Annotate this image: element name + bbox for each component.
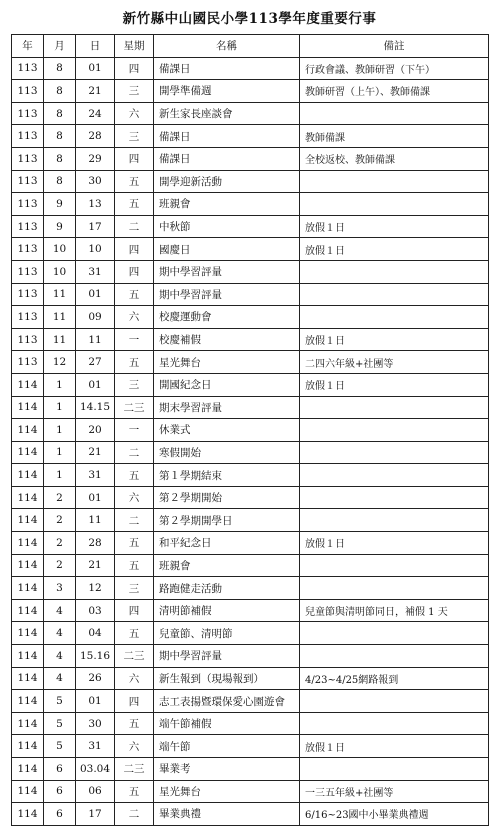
- cell-note: [300, 260, 489, 283]
- cell-year: 113: [12, 80, 44, 103]
- cell-weekday: 五: [115, 351, 154, 374]
- table-row: [12, 328, 489, 351]
- table-row: [12, 125, 489, 148]
- cell-note: 一三五年級+社團等: [300, 780, 489, 803]
- cell-note: 放假１日: [300, 328, 489, 351]
- cell-month: 5: [44, 712, 76, 735]
- cell-day: 01: [76, 690, 115, 713]
- cell-year: 113: [12, 102, 44, 125]
- cell-weekday: 二: [115, 441, 154, 464]
- cell-note: [300, 419, 489, 442]
- cell-year: 114: [12, 712, 44, 735]
- cell-note: [300, 577, 489, 600]
- table-row: [12, 147, 489, 170]
- table-row: [12, 780, 489, 803]
- cell-weekday: 五: [115, 554, 154, 577]
- cell-day: 06: [76, 780, 115, 803]
- cell-day: 20: [76, 419, 115, 442]
- table-row: [12, 351, 489, 374]
- cell-weekday: 四: [115, 147, 154, 170]
- cell-month: 4: [44, 622, 76, 645]
- cell-note: [300, 690, 489, 713]
- table-row: [12, 193, 489, 216]
- cell-day: 14.15: [76, 396, 115, 419]
- cell-day: 04: [76, 622, 115, 645]
- cell-weekday: 二: [115, 803, 154, 826]
- cell-weekday: 六: [115, 306, 154, 329]
- cell-month: 4: [44, 645, 76, 668]
- cell-name: 第２學期開始: [154, 486, 300, 509]
- cell-year: 114: [12, 622, 44, 645]
- cell-weekday: 六: [115, 486, 154, 509]
- cell-year: 113: [12, 147, 44, 170]
- cell-weekday: 三: [115, 373, 154, 396]
- cell-day: 01: [76, 283, 115, 306]
- cell-month: 11: [44, 283, 76, 306]
- cell-name: 第２學期開學日: [154, 509, 300, 532]
- cell-month: 8: [44, 102, 76, 125]
- cell-year: 113: [12, 306, 44, 329]
- table-row: [12, 509, 489, 532]
- cell-year: 114: [12, 599, 44, 622]
- cell-name: 國慶日: [154, 238, 300, 261]
- events-table: [11, 34, 489, 826]
- cell-name: 期中學習評量: [154, 260, 300, 283]
- cell-day: 01: [76, 373, 115, 396]
- cell-name: 和平紀念日: [154, 532, 300, 555]
- cell-note: [300, 554, 489, 577]
- cell-month: 8: [44, 147, 76, 170]
- table-row: [12, 599, 489, 622]
- table-row: [12, 577, 489, 600]
- cell-month: 5: [44, 735, 76, 758]
- table-row: [12, 57, 489, 80]
- header-day: 日: [76, 35, 115, 58]
- cell-weekday: 五: [115, 622, 154, 645]
- cell-weekday: 六: [115, 102, 154, 125]
- header-year: 年: [12, 35, 44, 58]
- cell-name: 備課日: [154, 147, 300, 170]
- cell-month: 6: [44, 780, 76, 803]
- cell-day: 28: [76, 125, 115, 148]
- cell-note: 放假１日: [300, 735, 489, 758]
- cell-note: [300, 306, 489, 329]
- cell-name: 班親會: [154, 554, 300, 577]
- cell-year: 114: [12, 396, 44, 419]
- cell-year: 114: [12, 758, 44, 781]
- cell-note: [300, 509, 489, 532]
- table-row: [12, 306, 489, 329]
- cell-day: 31: [76, 735, 115, 758]
- cell-year: 114: [12, 486, 44, 509]
- calendar-sheet: [11, 4, 488, 826]
- cell-day: 21: [76, 80, 115, 103]
- cell-month: 8: [44, 80, 76, 103]
- cell-year: 114: [12, 441, 44, 464]
- table-row: [12, 690, 489, 713]
- cell-year: 113: [12, 170, 44, 193]
- header-name: 名稱: [154, 35, 300, 58]
- cell-year: 113: [12, 193, 44, 216]
- header-weekday: 星期: [115, 35, 154, 58]
- cell-month: 12: [44, 351, 76, 374]
- cell-month: 9: [44, 193, 76, 216]
- header-row: [12, 35, 489, 58]
- table-row: [12, 532, 489, 555]
- cell-day: 30: [76, 712, 115, 735]
- cell-name: 寒假開始: [154, 441, 300, 464]
- cell-name: 畢業考: [154, 758, 300, 781]
- cell-month: 4: [44, 667, 76, 690]
- cell-month: 3: [44, 577, 76, 600]
- cell-note: [300, 441, 489, 464]
- table-row: [12, 396, 489, 419]
- cell-month: 8: [44, 125, 76, 148]
- cell-weekday: 五: [115, 464, 154, 487]
- cell-name: 開學迎新活動: [154, 170, 300, 193]
- cell-day: 17: [76, 215, 115, 238]
- cell-name: 星光舞台: [154, 780, 300, 803]
- cell-year: 113: [12, 215, 44, 238]
- cell-note: [300, 758, 489, 781]
- cell-year: 114: [12, 554, 44, 577]
- cell-weekday: 六: [115, 667, 154, 690]
- cell-day: 01: [76, 57, 115, 80]
- cell-year: 114: [12, 780, 44, 803]
- cell-name: 星光舞台: [154, 351, 300, 374]
- cell-day: 21: [76, 554, 115, 577]
- cell-month: 8: [44, 170, 76, 193]
- cell-day: 30: [76, 170, 115, 193]
- table-row: [12, 554, 489, 577]
- cell-note: 放假１日: [300, 532, 489, 555]
- cell-weekday: 一: [115, 328, 154, 351]
- cell-name: 期中學習評量: [154, 283, 300, 306]
- cell-note: 放假１日: [300, 373, 489, 396]
- table-row: [12, 645, 489, 668]
- cell-year: 114: [12, 735, 44, 758]
- cell-day: 10: [76, 238, 115, 261]
- cell-name: 畢業典禮: [154, 803, 300, 826]
- cell-note: [300, 622, 489, 645]
- cell-weekday: 五: [115, 712, 154, 735]
- cell-name: 開國紀念日: [154, 373, 300, 396]
- cell-month: 8: [44, 57, 76, 80]
- cell-note: [300, 486, 489, 509]
- table-row: [12, 758, 489, 781]
- cell-month: 1: [44, 419, 76, 442]
- table-row: [12, 373, 489, 396]
- cell-day: 15.16: [76, 645, 115, 668]
- cell-weekday: 四: [115, 599, 154, 622]
- table-row: [12, 803, 489, 826]
- cell-name: 兒童節、清明節: [154, 622, 300, 645]
- cell-weekday: 五: [115, 532, 154, 555]
- table-row: [12, 170, 489, 193]
- cell-note: 放假１日: [300, 238, 489, 261]
- cell-month: 2: [44, 532, 76, 555]
- cell-month: 11: [44, 328, 76, 351]
- table-row: [12, 622, 489, 645]
- cell-month: 6: [44, 803, 76, 826]
- cell-name: 新生家長座談會: [154, 102, 300, 125]
- cell-weekday: 四: [115, 238, 154, 261]
- cell-weekday: 一: [115, 419, 154, 442]
- cell-weekday: 二三: [115, 396, 154, 419]
- cell-year: 114: [12, 645, 44, 668]
- cell-year: 113: [12, 260, 44, 283]
- cell-weekday: 二: [115, 215, 154, 238]
- cell-weekday: 二三: [115, 758, 154, 781]
- cell-month: 1: [44, 464, 76, 487]
- cell-weekday: 四: [115, 260, 154, 283]
- cell-year: 113: [12, 57, 44, 80]
- cell-weekday: 三: [115, 577, 154, 600]
- cell-year: 114: [12, 532, 44, 555]
- cell-name: 備課日: [154, 125, 300, 148]
- cell-name: 期中學習評量: [154, 645, 300, 668]
- cell-day: 09: [76, 306, 115, 329]
- cell-note: [300, 396, 489, 419]
- cell-note: 教師備課: [300, 125, 489, 148]
- cell-name: 校慶補假: [154, 328, 300, 351]
- cell-day: 28: [76, 532, 115, 555]
- cell-year: 113: [12, 283, 44, 306]
- cell-note: [300, 712, 489, 735]
- cell-month: 9: [44, 215, 76, 238]
- cell-year: 114: [12, 803, 44, 826]
- cell-day: 21: [76, 441, 115, 464]
- table-row: [12, 102, 489, 125]
- cell-note: 兒童節與清明節同日，補假 1 天: [300, 599, 489, 622]
- cell-day: 29: [76, 147, 115, 170]
- table-row: [12, 486, 489, 509]
- cell-note: [300, 645, 489, 668]
- cell-name: 備課日: [154, 57, 300, 80]
- table-row: [12, 80, 489, 103]
- cell-year: 114: [12, 509, 44, 532]
- cell-month: 2: [44, 509, 76, 532]
- cell-day: 11: [76, 328, 115, 351]
- table-row: [12, 441, 489, 464]
- table-row: [12, 464, 489, 487]
- cell-year: 114: [12, 667, 44, 690]
- cell-day: 31: [76, 260, 115, 283]
- cell-day: 11: [76, 509, 115, 532]
- cell-day: 03: [76, 599, 115, 622]
- cell-note: 全校返校、教師備課: [300, 147, 489, 170]
- cell-note: [300, 464, 489, 487]
- cell-name: 中秋節: [154, 215, 300, 238]
- cell-month: 10: [44, 260, 76, 283]
- table-row: [12, 735, 489, 758]
- cell-name: 志工表揚暨環保愛心園遊會: [154, 690, 300, 713]
- cell-month: 11: [44, 306, 76, 329]
- cell-weekday: 三: [115, 125, 154, 148]
- cell-name: 端午節補假: [154, 712, 300, 735]
- cell-month: 5: [44, 690, 76, 713]
- cell-note: 放假１日: [300, 215, 489, 238]
- cell-note: 行政會議、教師研習（下午）: [300, 57, 489, 80]
- cell-weekday: 四: [115, 57, 154, 80]
- cell-name: 開學準備週: [154, 80, 300, 103]
- events-body: [12, 57, 489, 825]
- cell-day: 12: [76, 577, 115, 600]
- cell-name: 路跑健走活動: [154, 577, 300, 600]
- cell-note: 教師研習（上午）、教師備課: [300, 80, 489, 103]
- cell-day: 17: [76, 803, 115, 826]
- cell-name: 第１學期結束: [154, 464, 300, 487]
- cell-day: 13: [76, 193, 115, 216]
- document-title: 新竹縣中山國民小學113學年度重要行事: [122, 11, 377, 27]
- cell-note: 二四六年級+社團等: [300, 351, 489, 374]
- cell-name: 端午節: [154, 735, 300, 758]
- cell-weekday: 二: [115, 509, 154, 532]
- cell-month: 6: [44, 758, 76, 781]
- cell-month: 2: [44, 486, 76, 509]
- cell-name: 期末學習評量: [154, 396, 300, 419]
- cell-month: 1: [44, 373, 76, 396]
- cell-month: 2: [44, 554, 76, 577]
- cell-day: 31: [76, 464, 115, 487]
- cell-weekday: 五: [115, 193, 154, 216]
- header-month: 月: [44, 35, 76, 58]
- cell-weekday: 三: [115, 80, 154, 103]
- table-row: [12, 260, 489, 283]
- table-row: [12, 215, 489, 238]
- cell-year: 114: [12, 690, 44, 713]
- cell-note: 4/23~4/25網路報到: [300, 667, 489, 690]
- cell-note: [300, 283, 489, 306]
- cell-year: 114: [12, 577, 44, 600]
- cell-weekday: 二三: [115, 645, 154, 668]
- cell-day: 01: [76, 486, 115, 509]
- cell-day: 03.04: [76, 758, 115, 781]
- cell-year: 113: [12, 351, 44, 374]
- cell-note: [300, 193, 489, 216]
- header-note: 備註: [300, 35, 489, 58]
- table-row: [12, 419, 489, 442]
- cell-day: 27: [76, 351, 115, 374]
- cell-weekday: 五: [115, 170, 154, 193]
- cell-name: 班親會: [154, 193, 300, 216]
- cell-year: 113: [12, 125, 44, 148]
- cell-month: 4: [44, 599, 76, 622]
- cell-note: 6/16~23國中小畢業典禮週: [300, 803, 489, 826]
- cell-weekday: 五: [115, 283, 154, 306]
- cell-year: 113: [12, 238, 44, 261]
- cell-weekday: 五: [115, 780, 154, 803]
- cell-month: 1: [44, 441, 76, 464]
- cell-note: [300, 170, 489, 193]
- cell-year: 113: [12, 328, 44, 351]
- cell-weekday: 四: [115, 690, 154, 713]
- cell-month: 10: [44, 238, 76, 261]
- cell-day: 26: [76, 667, 115, 690]
- cell-note: [300, 102, 489, 125]
- cell-month: 1: [44, 396, 76, 419]
- cell-name: 校慶運動會: [154, 306, 300, 329]
- cell-year: 114: [12, 464, 44, 487]
- table-row: [12, 238, 489, 261]
- cell-year: 114: [12, 419, 44, 442]
- table-row: [12, 283, 489, 306]
- cell-name: 休業式: [154, 419, 300, 442]
- cell-weekday: 六: [115, 735, 154, 758]
- cell-name: 新生報到（現場報到）: [154, 667, 300, 690]
- cell-name: 清明節補假: [154, 599, 300, 622]
- table-row: [12, 712, 489, 735]
- cell-day: 24: [76, 102, 115, 125]
- cell-year: 114: [12, 373, 44, 396]
- table-row: [12, 667, 489, 690]
